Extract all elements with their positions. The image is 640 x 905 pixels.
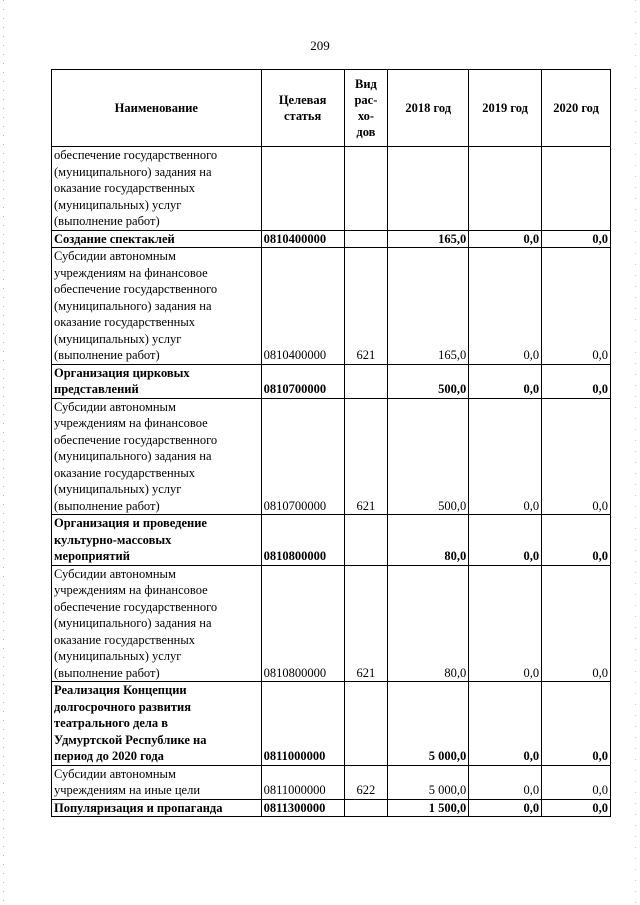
row-2018: 80,0 [388,565,469,682]
budget-table [51,69,611,817]
row-code: 0810800000 [261,565,344,682]
table-row [52,364,611,398]
row-2019: 0,0 [469,398,542,515]
table-row [52,799,611,817]
row-code [261,147,344,231]
row-2020: 0,0 [542,398,611,515]
row-2020: 0,0 [542,515,611,566]
row-expense-type [344,515,388,566]
row-name: Реализация Концепции долгосрочного развития театрального дела в Удмуртской Республике на период до 2020 года [52,682,262,766]
table-row [52,398,611,515]
table-row [52,765,611,799]
row-name: Субсидии автономным учреждениям на финансовое обеспечение государственного (муниципального) задания на оказание государственных (муниципальных) услуг (выполнение работ) [52,248,262,365]
row-2018: 500,0 [388,398,469,515]
table-row [52,682,611,766]
row-2020: 0,0 [542,364,611,398]
row-expense-type [344,682,388,766]
row-2020: 0,0 [542,565,611,682]
header-expense-type: Вид рас- хо- дов [344,70,388,147]
row-name: Создание спектаклей [52,230,262,248]
row-2020: 0,0 [542,765,611,799]
table-header-row [52,70,611,147]
row-name: Организация цирковых представлений [52,364,262,398]
row-code: 0810700000 [261,398,344,515]
row-name: Организация и проведение культурно-массовых мероприятий [52,515,262,566]
row-2019: 0,0 [469,515,542,566]
row-code: 0810700000 [261,364,344,398]
row-2018 [388,147,469,231]
header-2018: 2018 год [388,70,469,147]
row-2020: 0,0 [542,799,611,817]
row-name: Субсидии автономным учреждениям на финансовое обеспечение государственного (муниципального) задания на оказание государственных (муниципальных) услуг (выполнение работ) [52,565,262,682]
row-2018: 5 000,0 [388,765,469,799]
row-name: Популяризация и пропаганда [52,799,262,817]
row-2019: 0,0 [469,248,542,365]
row-name: Субсидии автономным учреждениям на иные цели [52,765,262,799]
row-expense-type [344,799,388,817]
row-code: 0811300000 [261,799,344,817]
row-2020: 0,0 [542,682,611,766]
row-code: 0810400000 [261,248,344,365]
row-2019: 0,0 [469,565,542,682]
header-code: Целевая статья [261,70,344,147]
row-2018: 5 000,0 [388,682,469,766]
row-name: Субсидии автономным учреждениям на финансовое обеспечение государственного (муниципального) задания на оказание государственных (муниципальных) услуг (выполнение работ) [52,398,262,515]
row-expense-type: 621 [344,398,388,515]
row-2020: 0,0 [542,248,611,365]
row-2020: 0,0 [542,230,611,248]
row-2018: 165,0 [388,230,469,248]
row-2019 [469,147,542,231]
table-row [52,515,611,566]
row-2018: 165,0 [388,248,469,365]
row-name: обеспечение государственного (муниципального) задания на оказание государственных (муниципальных) услуг (выполнение работ) [52,147,262,231]
table-row [52,565,611,682]
row-expense-type [344,230,388,248]
row-expense-type [344,147,388,231]
scan-margin-left [3,0,4,905]
row-expense-type: 621 [344,565,388,682]
row-2019: 0,0 [469,765,542,799]
table-row [52,230,611,248]
row-2019: 0,0 [469,364,542,398]
row-expense-type: 621 [344,248,388,365]
row-expense-type: 622 [344,765,388,799]
row-2019: 0,0 [469,230,542,248]
header-2020: 2020 год [542,70,611,147]
row-2020 [542,147,611,231]
row-2019: 0,0 [469,682,542,766]
row-2018: 500,0 [388,364,469,398]
table-row [52,147,611,231]
row-expense-type [344,364,388,398]
row-code: 0810800000 [261,515,344,566]
row-code: 0811000000 [261,682,344,766]
row-code: 0810400000 [261,230,344,248]
header-name: Наименование [52,70,262,147]
page-number: 209 [310,38,330,53]
scan-margin-right [635,0,636,905]
header-2019: 2019 год [469,70,542,147]
row-2018: 80,0 [388,515,469,566]
row-2019: 0,0 [469,799,542,817]
row-2018: 1 500,0 [388,799,469,817]
row-code: 0811000000 [261,765,344,799]
table-row [52,248,611,365]
